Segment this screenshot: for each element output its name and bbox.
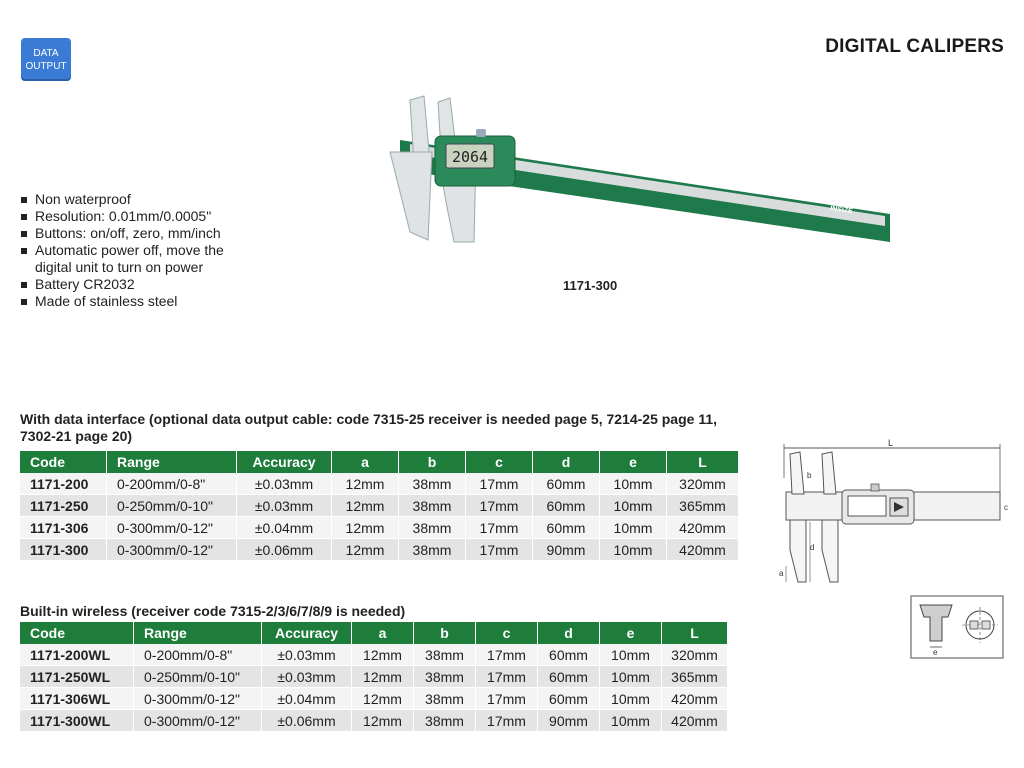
- table-cell: 38mm: [399, 517, 466, 539]
- product-code-cell: 1171-300: [20, 539, 107, 561]
- table-cell: 10mm: [600, 666, 662, 688]
- col-header: Range: [107, 451, 237, 473]
- table-cell: 17mm: [466, 473, 533, 495]
- table-row: [20, 710, 728, 732]
- table-cell: 38mm: [414, 710, 476, 732]
- col-header: b: [399, 451, 466, 473]
- table-cell: 90mm: [538, 710, 600, 732]
- table-cell: 0-300mm/0-12": [134, 710, 262, 732]
- table-cell: 17mm: [466, 517, 533, 539]
- dim-label-e: e: [933, 648, 938, 657]
- product-code-cell: 1171-250: [20, 495, 107, 517]
- table-cell: 38mm: [414, 666, 476, 688]
- table-cell: 320mm: [667, 473, 739, 495]
- table-cell: 17mm: [466, 539, 533, 561]
- cross-section-inset: [910, 595, 1004, 659]
- table-cell: 60mm: [538, 644, 600, 666]
- table-cell: 12mm: [352, 666, 414, 688]
- badge-line-2: OUTPUT: [25, 60, 67, 72]
- table-cell: 10mm: [600, 688, 662, 710]
- table-cell: 38mm: [399, 473, 466, 495]
- col-header: Code: [20, 622, 134, 644]
- brand-mark: INSIZE: [829, 205, 854, 216]
- col-header: c: [466, 451, 533, 473]
- table-cell: 420mm: [667, 539, 739, 561]
- col-header: a: [332, 451, 399, 473]
- table-cell: 0-300mm/0-12": [107, 517, 237, 539]
- table-cell: 0-200mm/0-8": [134, 644, 262, 666]
- table-cell: 60mm: [533, 517, 600, 539]
- table-cell: 90mm: [533, 539, 600, 561]
- col-header: d: [538, 622, 600, 644]
- table-row: [20, 495, 739, 517]
- table-cell: 60mm: [533, 473, 600, 495]
- table-cell: 12mm: [332, 517, 399, 539]
- table-row: [20, 688, 728, 710]
- table-cell: 12mm: [332, 473, 399, 495]
- feature-item: Battery CR2032: [20, 276, 260, 293]
- col-header: Code: [20, 451, 107, 473]
- lcd-reading: 2064: [451, 148, 489, 166]
- table-cell: 320mm: [662, 644, 728, 666]
- table-cell: 12mm: [332, 495, 399, 517]
- table-cell: ±0.04mm: [262, 688, 352, 710]
- table-row: [20, 644, 728, 666]
- col-header: L: [662, 622, 728, 644]
- table-cell: 420mm: [662, 688, 728, 710]
- table-cell: 420mm: [667, 517, 739, 539]
- table-row: [20, 666, 728, 688]
- feature-item: Non waterproof: [20, 191, 260, 208]
- col-header: d: [533, 451, 600, 473]
- table-row: [20, 539, 739, 561]
- col-header: Range: [134, 622, 262, 644]
- col-header: c: [476, 622, 538, 644]
- table-cell: ±0.04mm: [237, 517, 332, 539]
- dim-label-c: c: [1004, 503, 1008, 512]
- dim-label-d: d: [810, 543, 815, 552]
- table-cell: 0-300mm/0-12": [134, 688, 262, 710]
- product-model-caption: 1171-300: [563, 278, 618, 293]
- dim-label-b: b: [807, 471, 812, 480]
- table-cell: 10mm: [600, 710, 662, 732]
- dim-label-a: a: [779, 569, 784, 578]
- col-header: e: [600, 451, 667, 473]
- table-cell: 10mm: [600, 495, 667, 517]
- table-row: [20, 473, 739, 495]
- col-header: Accuracy: [262, 622, 352, 644]
- feature-item: Resolution: 0.01mm/0.0005": [20, 208, 260, 225]
- caliper-dimension-diagram: [776, 438, 1016, 588]
- feature-item: Buttons: on/off, zero, mm/inch: [20, 225, 260, 242]
- table-cell: 0-300mm/0-12": [107, 539, 237, 561]
- feature-item: Automatic power off, move the digital unit to turn on power: [20, 242, 260, 276]
- col-header: a: [352, 622, 414, 644]
- feature-list: [20, 191, 260, 310]
- page-title: DIGITAL CALIPERS: [825, 36, 1004, 57]
- product-code-cell: 1171-200WL: [20, 644, 134, 666]
- table-cell: ±0.06mm: [237, 539, 332, 561]
- table-header-row: [20, 451, 739, 473]
- table-cell: 12mm: [352, 644, 414, 666]
- section-title-data-interface: With data interface (optional data output cable: code 7315-25 receiver is needed page 5, 7214-25 page 11, 7302-21 page 20): [20, 411, 718, 444]
- table-cell: 38mm: [399, 539, 466, 561]
- table-row: [20, 517, 739, 539]
- table-cell: 38mm: [414, 644, 476, 666]
- product-code-cell: 1171-306: [20, 517, 107, 539]
- table-cell: ±0.06mm: [262, 710, 352, 732]
- table-header-row: [20, 622, 728, 644]
- table-cell: 0-250mm/0-10": [107, 495, 237, 517]
- table-cell: 365mm: [667, 495, 739, 517]
- table-cell: 10mm: [600, 517, 667, 539]
- table-cell: 17mm: [476, 710, 538, 732]
- col-header: b: [414, 622, 476, 644]
- data-output-badge: [21, 38, 71, 81]
- product-code-cell: 1171-250WL: [20, 666, 134, 688]
- table-cell: ±0.03mm: [237, 495, 332, 517]
- table-cell: 60mm: [533, 495, 600, 517]
- table-cell: 10mm: [600, 473, 667, 495]
- table-cell: 38mm: [399, 495, 466, 517]
- table-cell: 0-250mm/0-10": [134, 666, 262, 688]
- col-header: L: [667, 451, 739, 473]
- table-cell: 10mm: [600, 539, 667, 561]
- col-header: e: [600, 622, 662, 644]
- table-cell: 365mm: [662, 666, 728, 688]
- table-cell: 0-200mm/0-8": [107, 473, 237, 495]
- badge-line-1: DATA: [33, 47, 59, 59]
- col-header: Accuracy: [237, 451, 332, 473]
- dim-label-L: L: [888, 438, 894, 448]
- spec-table-data-interface: [20, 451, 739, 561]
- table-cell: 17mm: [466, 495, 533, 517]
- table-cell: 17mm: [476, 688, 538, 710]
- product-code-cell: 1171-300WL: [20, 710, 134, 732]
- spec-table-wireless: [20, 622, 728, 732]
- section-title-wireless: Built-in wireless (receiver code 7315-2/3/6/7/8/9 is needed): [20, 603, 406, 619]
- product-code-cell: 1171-306WL: [20, 688, 134, 710]
- table-cell: 17mm: [476, 644, 538, 666]
- table-cell: 60mm: [538, 666, 600, 688]
- table-cell: 12mm: [352, 688, 414, 710]
- table-cell: 17mm: [476, 666, 538, 688]
- caliper-product-image: [380, 92, 900, 262]
- feature-item: Made of stainless steel: [20, 293, 260, 310]
- product-code-cell: 1171-200: [20, 473, 107, 495]
- table-cell: 12mm: [332, 539, 399, 561]
- table-cell: 60mm: [538, 688, 600, 710]
- table-cell: 12mm: [352, 710, 414, 732]
- table-cell: 38mm: [414, 688, 476, 710]
- table-cell: ±0.03mm: [237, 473, 332, 495]
- table-cell: 10mm: [600, 644, 662, 666]
- table-cell: ±0.03mm: [262, 666, 352, 688]
- table-cell: ±0.03mm: [262, 644, 352, 666]
- table-cell: 420mm: [662, 710, 728, 732]
